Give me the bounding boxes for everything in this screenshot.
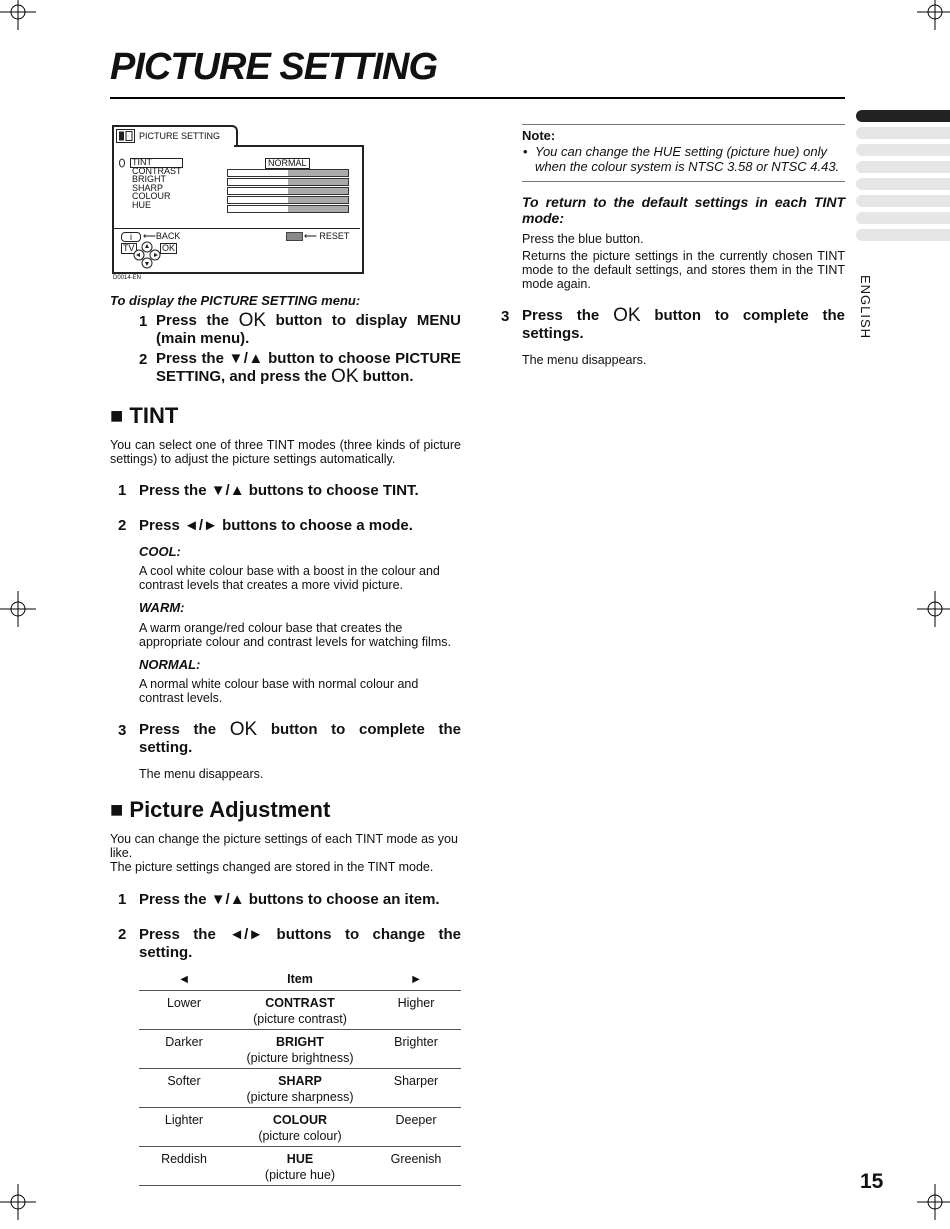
adjust-step-2: Press the ◄/► buttons to change the setting. — [139, 926, 461, 961]
return-default-heading: To return to the default settings in each TINT mode: — [522, 194, 845, 226]
ok-button-icon: OK — [162, 243, 176, 253]
display-step-1: Press the OK button to display MENU (main menu). — [156, 310, 462, 347]
note-label: Note: — [522, 128, 556, 143]
mode-name: NORMAL: — [139, 657, 201, 672]
selection-cursor-icon — [118, 158, 126, 168]
reset-label: RESET — [319, 231, 350, 241]
section-tabs — [856, 110, 950, 246]
table-row: Lower CONTRAST (picture contrast) Higher — [139, 991, 461, 1030]
registration-mark-icon — [917, 1184, 950, 1220]
dpad-icon — [133, 241, 161, 269]
adjustment-intro: The picture settings changed are stored in the TINT mode. — [110, 860, 434, 874]
registration-mark-icon — [0, 591, 36, 627]
page-number: 15 — [860, 1170, 884, 1193]
language-label: ENGLISH — [858, 275, 873, 340]
step-number: 2 — [118, 926, 127, 943]
picture-icon — [116, 129, 135, 143]
tint-step-1: Press the ▼/▲ buttons to choose TINT. — [139, 482, 419, 499]
sharp-slider — [227, 187, 349, 195]
menu-item: BRIGHT — [132, 174, 167, 184]
bright-slider — [227, 178, 349, 186]
adjust-step-3: Press the OK button to complete the settings. — [522, 305, 846, 342]
registration-mark-icon — [917, 0, 950, 30]
info-button-icon: i — [121, 232, 141, 242]
section-tab — [856, 229, 950, 241]
note-text: • You can change the HUE setting (picture hue) only when the colour system is NTSC 3.58 or NTSC 4.43. — [523, 144, 840, 174]
table-row: Darker BRIGHT (picture brightness) Brighter — [139, 1030, 461, 1069]
ok-glyph-icon: OK — [613, 305, 641, 326]
step-number: 2 — [118, 517, 127, 534]
tv-button-icon: TV — [123, 243, 135, 253]
menu-item: SHARP — [132, 182, 164, 193]
section-tab — [856, 178, 950, 190]
colour-slider — [227, 196, 349, 204]
ok-glyph-icon: OK — [238, 310, 267, 331]
return-default-p2: Returns the picture settings in the currently chosen TINT mode to the default settings, and stores them in the TINT mode again. — [522, 249, 845, 291]
tint-intro: You can select one of three TINT modes (three kinds of picture settings) to adjust the picture settings automatically. — [110, 438, 461, 466]
display-step-2: Press the ▼/▲ button to choose PICTURE SETTING, and press the OK button. — [156, 350, 461, 387]
mode-name: WARM: — [139, 600, 185, 615]
right-arrow-icon: ► — [371, 968, 461, 991]
section-tab — [856, 144, 950, 156]
registration-mark-icon — [917, 591, 950, 627]
tint-step-3: Press the OK button to complete the setting. — [139, 719, 461, 756]
step-number: 3 — [118, 722, 127, 739]
diagram-code: D0014-EN — [113, 275, 142, 281]
ok-glyph-icon: OK — [229, 719, 258, 740]
page-title: PICTURE SETTING — [110, 46, 438, 88]
display-menu-heading: To display the PICTURE SETTING menu: — [110, 293, 361, 308]
registration-mark-icon — [0, 1184, 36, 1220]
mode-name: COOL: — [139, 544, 181, 559]
adjustment-intro: You can change the picture settings of each TINT mode as you like. — [110, 832, 458, 860]
title-rule — [110, 97, 845, 99]
menu-item: CONTRAST — [132, 165, 182, 176]
tint-heading: ■ TINT — [110, 403, 179, 428]
tint-mode-value: NORMAL — [265, 158, 310, 169]
section-tab — [856, 161, 950, 173]
ok-glyph-icon: OK — [331, 366, 359, 387]
blue-button-icon — [286, 232, 303, 241]
step-number: 1 — [118, 891, 127, 908]
contrast-slider — [227, 169, 349, 177]
tint-step-2: Press ◄/► buttons to choose a mode. — [139, 517, 413, 534]
return-default-p1: Press the blue button. — [522, 232, 644, 246]
back-label: BACK — [155, 231, 181, 241]
registration-mark-icon — [0, 0, 36, 30]
menu-item: HUE — [132, 199, 152, 210]
step-number: 2 — [139, 351, 148, 368]
hue-slider — [227, 205, 349, 213]
table-row: Softer SHARP (picture sharpness) Sharper — [139, 1069, 461, 1108]
mode-desc: A cool white colour base with a boost in the colour and contrast levels that creates a more vivid picture. — [139, 564, 440, 592]
table-row: Reddish HUE (picture hue) Greenish — [139, 1147, 461, 1186]
table-row: Lighter COLOUR (picture colour) Deeper — [139, 1108, 461, 1147]
step-number: 3 — [501, 308, 510, 325]
tint-step-3-result: The menu disappears. — [139, 767, 264, 781]
table-header: Item — [229, 968, 371, 991]
menu-item: COLOUR — [132, 191, 171, 201]
section-tab — [856, 195, 950, 207]
adjustment-heading: ■ Picture Adjustment — [110, 797, 331, 822]
adjust-step-1: Press the ▼/▲ buttons to choose an item. — [139, 891, 440, 908]
step-number: 1 — [139, 313, 148, 330]
mode-desc: A normal white colour base with normal colour and contrast levels. — [139, 677, 419, 705]
step-number: 1 — [118, 482, 127, 499]
section-tab-active — [856, 110, 950, 122]
menu-item: TINT — [132, 157, 152, 167]
menu-tab-title: PICTURE SETTING — [139, 131, 221, 141]
adjustment-table — [139, 968, 461, 1186]
left-arrow-icon: ◄ — [139, 968, 229, 991]
section-tab — [856, 212, 950, 224]
section-tab — [856, 127, 950, 139]
mode-desc: A warm orange/red colour base that creates the appropriate colour and contrast levels for watching films. — [139, 621, 451, 649]
adjust-step-3-result: The menu disappears. — [522, 353, 647, 367]
